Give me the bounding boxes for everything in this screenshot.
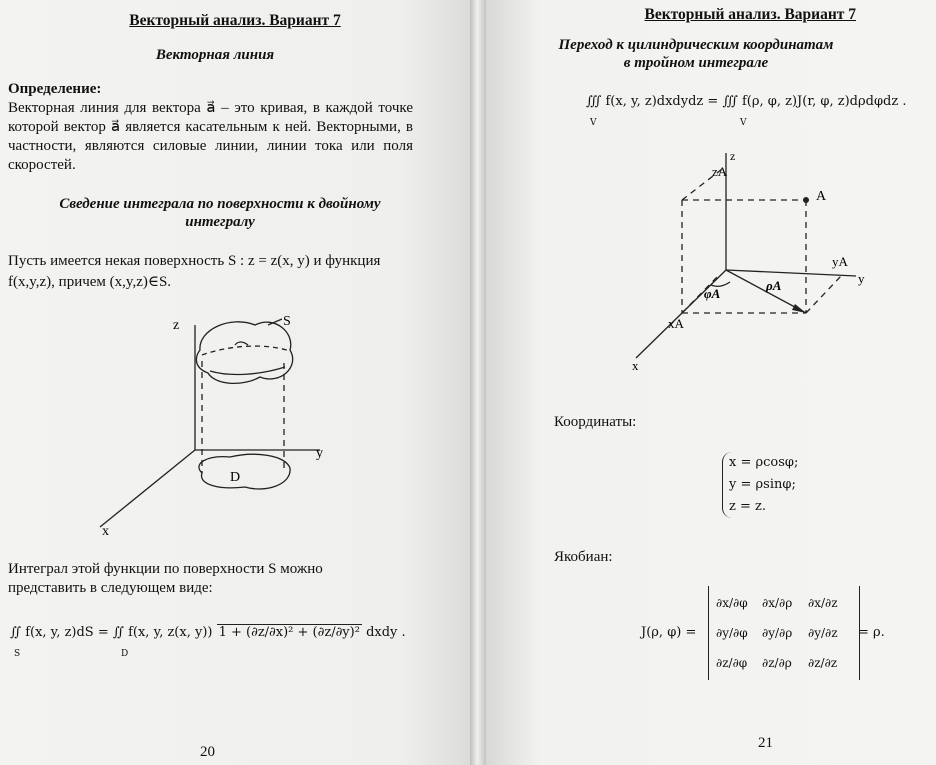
triple-integral-formula [586,94,906,109]
right-page [486,0,936,765]
section-title-cylindrical: Переход к цилиндрическим координатам в тройном интеграле [558,37,834,71]
right-fig-label-phiA: φA [704,286,721,301]
right-fig-label-A: A [816,189,827,204]
right-fig-label-x: x [632,358,639,373]
triple-rhs: ∭ f(ρ, φ, z)J(r, φ, z)dρdφdz . [722,94,907,109]
definition-text: Векторная линия для вектора a⃗ – это кривая, в каждой точке которой вектор a⃗ является касательным к ней. Векторными, в частности, являются силовые линии, линии тока или поля скоростей. [8,100,413,173]
coords-label: Координаты: [554,414,637,430]
page-header: Векторный анализ. Вариант 7 [129,12,341,29]
section-title-surface-integral: Сведение интеграла по поверхности к двойному интегралу [59,196,381,230]
right-fig-label-z: z [730,149,736,163]
cylindrical-coords-figure [626,148,886,373]
formula-mid: ∬ f(x, y, z(x, y)) [112,625,213,640]
book-gutter [470,0,486,765]
jacobian-rhs: = ρ. [858,625,885,640]
right-fig-label-rhoA: ρA [766,278,782,293]
x-axis-right [636,270,726,358]
formula-tail: dxdy . [366,625,406,640]
jacobian-label: Якобиан: [554,549,613,565]
x-axis [100,450,195,527]
triple-lhs-sub: V [590,118,597,128]
right-fig-label-yA: yA [832,254,848,269]
left-fig-label-x: x [102,524,109,539]
formula-mid-sub: D [121,649,129,659]
region-D [199,454,290,489]
page-number-right: 21 [758,735,773,751]
surface-projection-figure [80,305,400,540]
triple-rhs-sub: V [740,118,747,128]
surface-text: Пусть имеется некая поверхность S : z = z(x, y) и функция f(x,y,z), причем (x,y,z)∈S. [8,253,381,290]
right-fig-label-zA: zA [712,164,728,179]
right-fig-label-xA: xA [668,316,684,331]
left-fig-label-y: y [316,446,323,461]
definition-label: Определение: [8,81,102,97]
left-fig-label-S: S [283,314,291,329]
right-fig-label-y: y [858,271,865,286]
page-number: 20 [200,744,215,760]
surface-integral-formula [10,625,450,640]
formula-lhs-sub: S [14,649,21,659]
jacobian-lhs: J(ρ, φ) = [641,625,697,640]
triple-lhs: ∭ f(x, y, z)dxdydz = [586,94,719,109]
left-fig-label-D: D [230,470,241,485]
coords-system: x = ρcosφ; y = ρsinφ; z = z. [722,452,798,518]
jacobian-matrix: ∂x/∂φ ∂x/∂ρ ∂x/∂z ∂y/∂φ ∂y/∂ρ ∂y/∂z ∂z/∂φ ∂z/∂ρ ∂z/∂z [708,586,860,680]
section-title-vector-line: Векторная линия [155,47,275,63]
formula-root: 1 + (∂z/∂x)² + (∂z/∂y)² [218,625,360,640]
y-axis-right [726,270,856,276]
page-header-right: Векторный анализ. Вариант 7 [644,6,856,23]
integral-text: Интеграл этой функции по поверхности S можно представить в следующем виде: [8,561,323,596]
formula-lhs: ∬ f(x, y, z)dS = [10,625,109,640]
left-fig-label-z: z [173,318,180,333]
